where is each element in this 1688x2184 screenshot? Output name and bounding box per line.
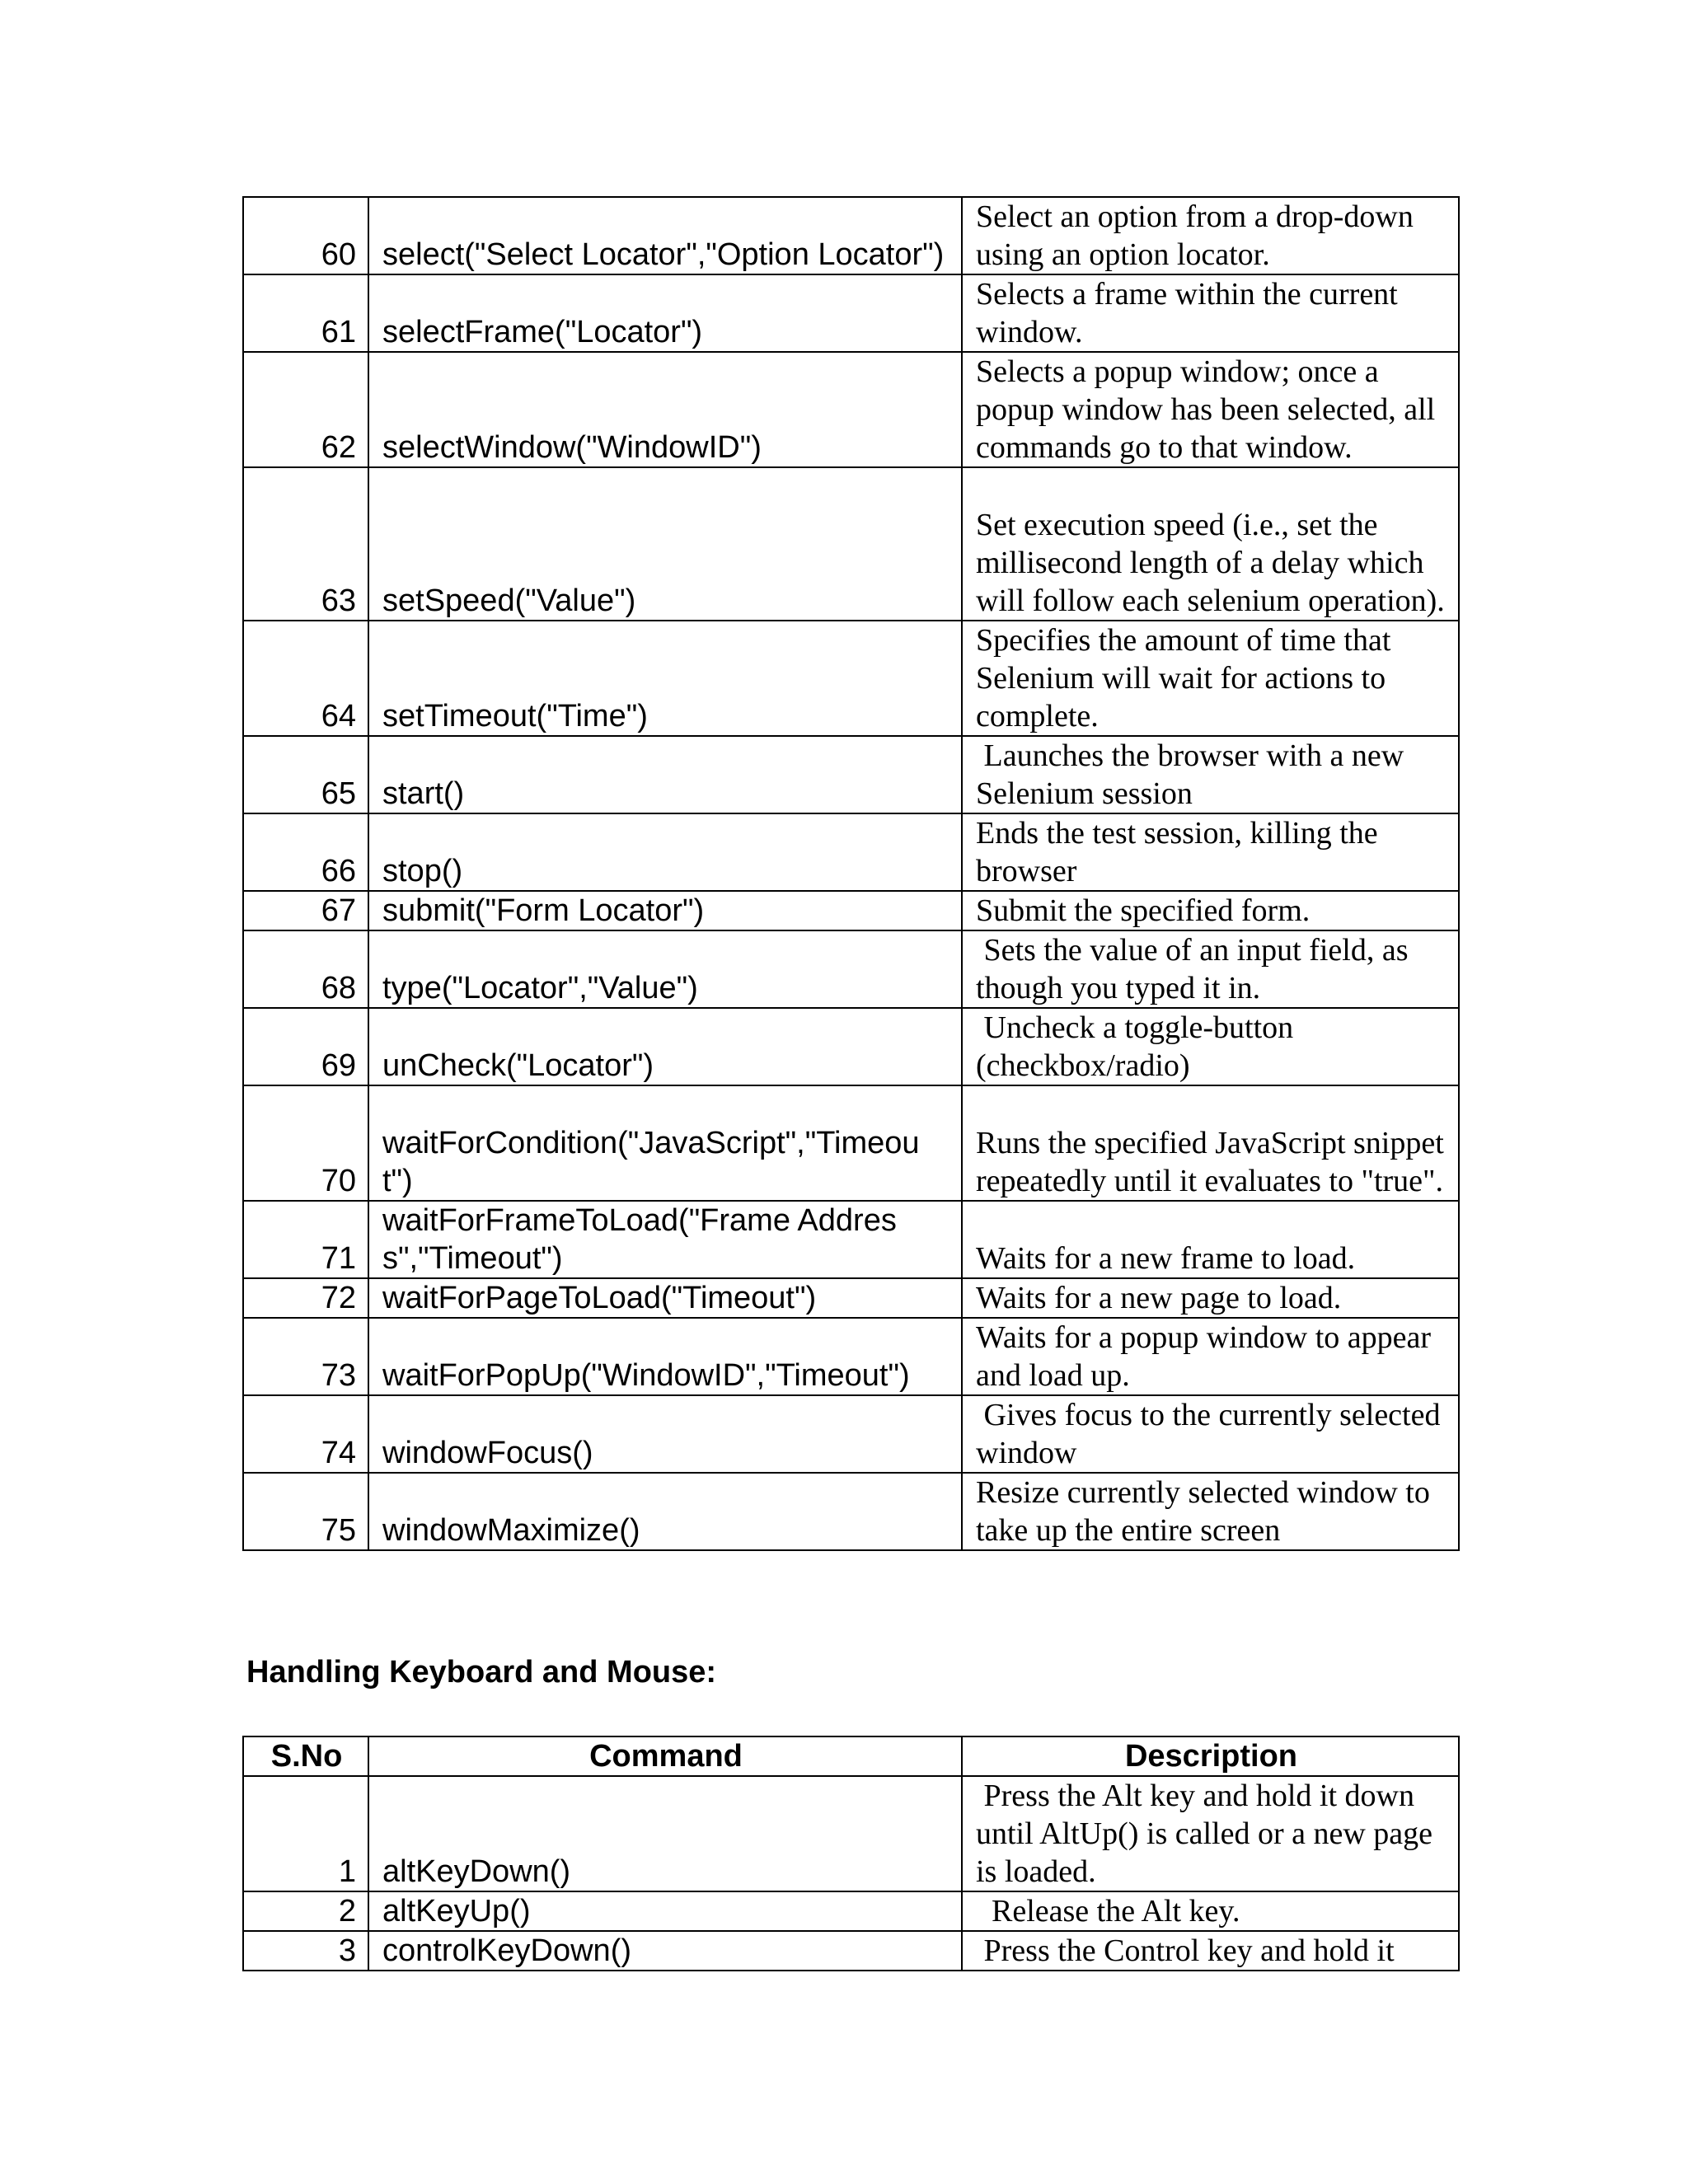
command-cell: windowMaximize()	[368, 1473, 962, 1550]
description-cell: Runs the specified JavaScript snippet repeatedly until it evaluates to "true".	[962, 1085, 1459, 1201]
table-row	[243, 1931, 1459, 1971]
command-cell: altKeyUp()	[368, 1891, 962, 1931]
header-description: Description	[962, 1736, 1459, 1776]
table-row	[243, 274, 1459, 352]
table-header-row	[243, 1736, 1459, 1776]
description-cell: Selects a popup window; once a popup window has been selected, all commands go to that window.	[962, 352, 1459, 467]
command-cell: setSpeed("Value")	[368, 467, 962, 621]
command-cell: start()	[368, 736, 962, 813]
keyboard-mouse-table	[242, 1736, 1460, 1971]
table-row	[243, 197, 1459, 274]
description-cell: Ends the test session, killing the browser	[962, 813, 1459, 891]
description-cell: Launches the browser with a new Selenium session	[962, 736, 1459, 813]
row-number: 72	[243, 1278, 368, 1318]
command-cell: windowFocus()	[368, 1395, 962, 1473]
description-cell: Resize currently selected window to take up the entire screen	[962, 1473, 1459, 1550]
row-number: 62	[243, 352, 368, 467]
row-number: 70	[243, 1085, 368, 1201]
description-cell: Press the Control key and hold it	[962, 1931, 1459, 1971]
description-cell: Waits for a new page to load.	[962, 1278, 1459, 1318]
row-number: 65	[243, 736, 368, 813]
command-cell: waitForCondition("JavaScript","Timeout")	[368, 1085, 962, 1201]
description-cell: Uncheck a toggle-button (checkbox/radio)	[962, 1008, 1459, 1085]
header-command: Command	[368, 1736, 962, 1776]
row-number: 1	[243, 1776, 368, 1891]
command-cell: type("Locator","Value")	[368, 930, 962, 1008]
description-cell: Submit the specified form.	[962, 891, 1459, 930]
description-cell: Waits for a new frame to load.	[962, 1201, 1459, 1278]
table-row	[243, 1278, 1459, 1318]
row-number: 2	[243, 1891, 368, 1931]
table-row	[243, 1318, 1459, 1395]
description-cell: Specifies the amount of time that Selenium will wait for actions to complete.	[962, 621, 1459, 736]
row-number: 3	[243, 1931, 368, 1971]
table-row	[243, 1891, 1459, 1931]
row-number: 60	[243, 197, 368, 274]
description-cell: Press the Alt key and hold it down until AltUp() is called or a new page is loaded.	[962, 1776, 1459, 1891]
row-number: 68	[243, 930, 368, 1008]
description-cell: Waits for a popup window to appear and load up.	[962, 1318, 1459, 1395]
table-row	[243, 621, 1459, 736]
table-row	[243, 352, 1459, 467]
description-cell: Release the Alt key.	[962, 1891, 1459, 1931]
command-cell: submit("Form Locator")	[368, 891, 962, 930]
table-row	[243, 930, 1459, 1008]
description-cell: Set execution speed (i.e., set the millisecond length of a delay which will follow each selenium operation).	[962, 467, 1459, 621]
description-cell: Select an option from a drop-down using an option locator.	[962, 197, 1459, 274]
command-cell: altKeyDown()	[368, 1776, 962, 1891]
description-cell: Gives focus to the currently selected window	[962, 1395, 1459, 1473]
table-row	[243, 891, 1459, 930]
description-cell: Sets the value of an input field, as though you typed it in.	[962, 930, 1459, 1008]
command-cell: waitForPopUp("WindowID","Timeout")	[368, 1318, 962, 1395]
row-number: 64	[243, 621, 368, 736]
description-cell: Selects a frame within the current window.	[962, 274, 1459, 352]
table-row	[243, 1008, 1459, 1085]
table-row	[243, 1395, 1459, 1473]
row-number: 66	[243, 813, 368, 891]
command-cell: unCheck("Locator")	[368, 1008, 962, 1085]
row-number: 69	[243, 1008, 368, 1085]
command-cell: selectWindow("WindowID")	[368, 352, 962, 467]
command-cell: stop()	[368, 813, 962, 891]
row-number: 71	[243, 1201, 368, 1278]
table-row	[243, 1473, 1459, 1550]
section-heading: Handling Keyboard and Mouse:	[246, 1655, 717, 1690]
table-row	[243, 1776, 1459, 1891]
command-cell: controlKeyDown()	[368, 1931, 962, 1971]
row-number: 74	[243, 1395, 368, 1473]
row-number: 67	[243, 891, 368, 930]
command-cell: waitForFrameToLoad("Frame Address","Timeout")	[368, 1201, 962, 1278]
table-row	[243, 813, 1459, 891]
row-number: 73	[243, 1318, 368, 1395]
command-cell: setTimeout("Time")	[368, 621, 962, 736]
command-cell: select("Select Locator","Option Locator")	[368, 197, 962, 274]
header-sno: S.No	[243, 1736, 368, 1776]
table-row	[243, 467, 1459, 621]
table-row	[243, 1085, 1459, 1201]
row-number: 61	[243, 274, 368, 352]
commands-table-continued	[242, 196, 1460, 1551]
command-cell: selectFrame("Locator")	[368, 274, 962, 352]
command-cell: waitForPageToLoad("Timeout")	[368, 1278, 962, 1318]
table-row	[243, 1201, 1459, 1278]
table-row	[243, 736, 1459, 813]
row-number: 63	[243, 467, 368, 621]
row-number: 75	[243, 1473, 368, 1550]
